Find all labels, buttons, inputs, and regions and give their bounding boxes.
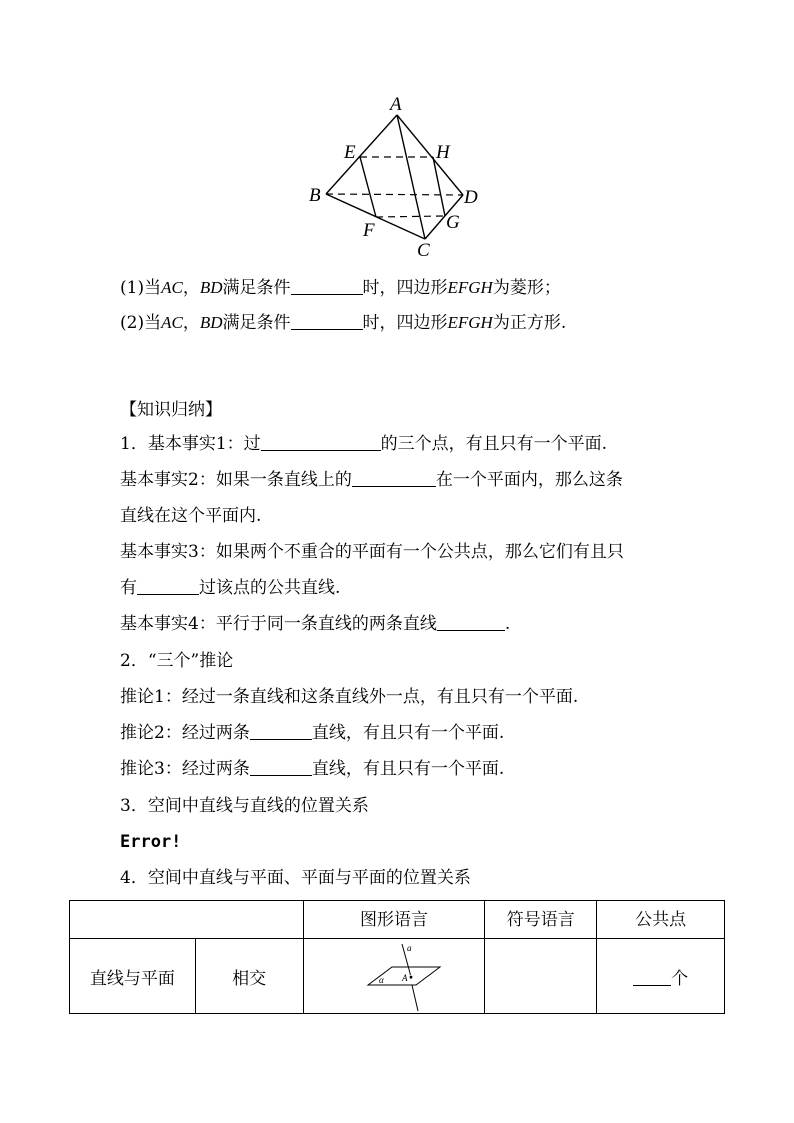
table-header-cell: 公共点 (597, 901, 725, 939)
vertex-label-f: F (363, 220, 375, 241)
fact-2-continued: 直线在这个平面内. (120, 506, 262, 526)
answer-blank[interactable] (291, 313, 363, 330)
edge-ad (397, 115, 463, 195)
question-2: (2)当AC，BD满足条件 时，四边形EFGH为正方形. (120, 313, 567, 333)
fact-3-continued: 有 过该点的公共直线. (120, 578, 341, 598)
item-3-title: 3．空间中直线与直线的位置关系 (120, 796, 369, 816)
answer-blank[interactable] (137, 578, 199, 595)
corollary-1: 推论1：经过一条直线和这条直线外一点，有且只有一个平面. (120, 687, 579, 707)
vertex-label-e: E (344, 142, 356, 163)
table-header-cell (70, 901, 304, 939)
table-header-row (70, 901, 725, 939)
table-cell-figure (303, 939, 485, 1014)
table-cell-common-points: 个 (597, 939, 725, 1014)
fact-3: 基本事实3：如果两个不重合的平面有一个公共点，那么它们有且只 (120, 542, 624, 562)
question-1: (1)当AC，BD满足条件 时，四边形EFGH为菱形； (120, 278, 561, 298)
line-plane-intersect-figure (344, 941, 444, 1011)
fact-2: 基本事实2：如果一条直线上的 在一个平面内，那么这条 (120, 470, 623, 490)
edge-bd-hidden (326, 194, 463, 195)
table-header-cell: 图形语言 (303, 901, 485, 939)
item-2-title: 2．“三个”推论 (120, 651, 234, 671)
section-heading: 【知识归纳】 (120, 400, 222, 420)
point-label-a: A (401, 973, 408, 983)
vertex-label-g: G (446, 212, 460, 233)
table-header-cell: 符号语言 (485, 901, 597, 939)
tetrahedron-figure (0, 0, 794, 270)
segment-fg-hidden (376, 216, 445, 217)
fact-1: 1．基本事实1：过 的三个点，有且只有一个平面. (120, 434, 608, 454)
answer-blank[interactable] (633, 969, 671, 986)
table-cell-category: 直线与平面 (70, 939, 196, 1014)
answer-blank[interactable] (250, 723, 312, 740)
answer-blank[interactable] (261, 434, 381, 451)
answer-blank[interactable] (352, 470, 436, 487)
answer-blank[interactable] (250, 759, 312, 776)
edge-ac (397, 115, 425, 239)
vertex-label-d: D (464, 187, 478, 208)
vertex-label-b: B (309, 185, 321, 206)
plane-label-alpha: α (378, 975, 384, 985)
edge-ab (326, 115, 397, 194)
answer-blank[interactable] (291, 278, 363, 295)
line-label-a: a (406, 943, 412, 953)
vertex-label-h: H (436, 142, 450, 163)
corollary-3: 推论3：经过两条 直线，有且只有一个平面. (120, 759, 505, 779)
table-row (70, 939, 725, 1014)
relation-table (69, 900, 725, 1014)
corollary-2: 推论2：经过两条 直线，有且只有一个平面. (120, 723, 505, 743)
item-4-title: 4．空间中直线与平面、平面与平面的位置关系 (120, 868, 471, 888)
table-cell-relation: 相交 (195, 939, 303, 1014)
table-cell-symbol (485, 939, 597, 1014)
error-text: Error! (120, 832, 182, 852)
answer-blank[interactable] (437, 614, 505, 631)
vertex-label-c: C (417, 240, 430, 261)
fact-4: 基本事实4：平行于同一条直线的两条直线 . (120, 614, 511, 634)
vertex-label-a: A (390, 94, 402, 115)
segment-ef (360, 157, 376, 217)
